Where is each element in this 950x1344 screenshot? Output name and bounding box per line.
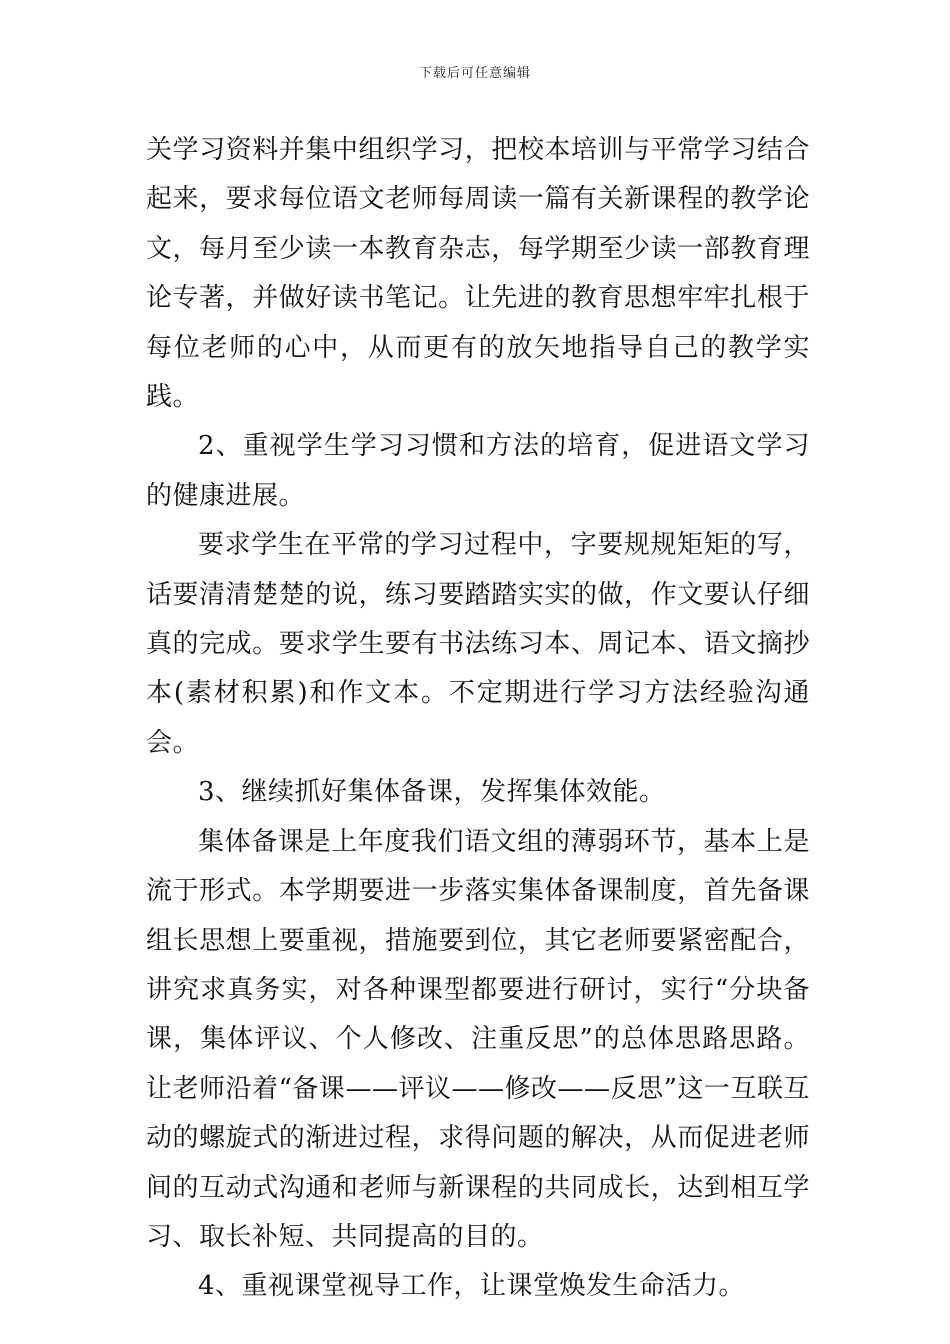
paragraph-4-heading: 3、继续抓好集体备课，发挥集体效能。 bbox=[198, 777, 666, 808]
paragraph-2-heading: 2、重视学生学习习惯和方法的培育，促进语文学习的健康进展。 bbox=[146, 431, 810, 511]
paragraph-1: 关学习资料并集中组织学习，把校本培训与平常学习结合起来，要求每位语文老师每周读一篇有关新课程的教学论文，每月至少读一本教育杂志，每学期至少读一部教育理论专著，并做好读书笔记。让先进的教育思想牢牢扎根于每位老师的心中，从而更有的放矢地指导自己的教学实践。 bbox=[146, 135, 810, 413]
page-header: 下载后可任意编辑 bbox=[418, 66, 531, 81]
paragraph-6-heading: 4、重视课堂视导工作，让课堂焕发生命活力。 bbox=[198, 1271, 746, 1302]
paragraph-3: 要求学生在平常的学习过程中，字要规规矩矩的写，话要清清楚楚的说，练习要踏踏实实的做，作文要认仔细真的完成。要求学生要有书法练习本、周记本、语文摘抄本(素材积累)和作文本。不定期进行学习方法经验沟通会。 bbox=[146, 530, 810, 758]
document-body bbox=[146, 126, 810, 1312]
paragraph-5: 集体备课是上年度我们语文组的薄弱环节，基本上是流于形式。本学期要进一步落实集体备课制度，首先备课组长思想上要重视，措施要到位，其它老师要紧密配合，讲究求真务实，对各种课型都要进行研讨，实行“分块备课，集体评议、个人修改、注重反思”的总体思路思路。让老师沿着“备课——评议——修改——反思”这一互联互动的螺旋式的渐进过程，求得问题的解决，从而促进老师间的互动式沟通和老师与新课程的共同成长，达到相互学习、取长补短、共同提高的目的。 bbox=[146, 826, 810, 1252]
